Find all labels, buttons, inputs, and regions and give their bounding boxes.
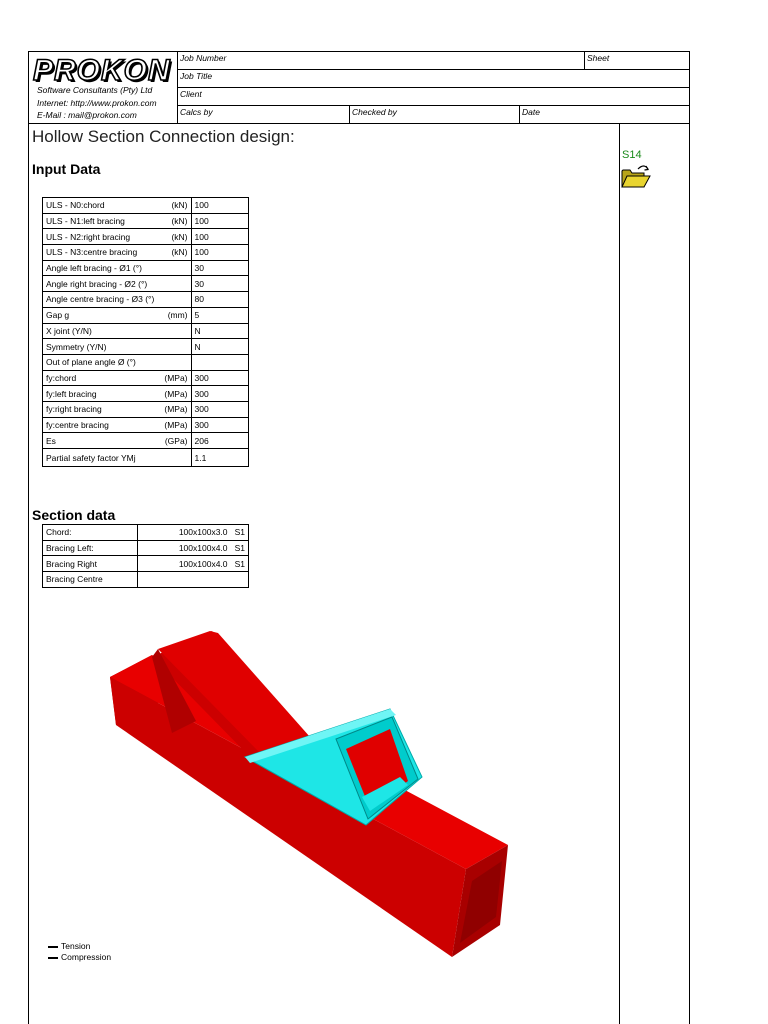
open-folder-icon[interactable] [620,163,652,189]
input-label: ULS - N1:left bracing [46,216,125,227]
client-label: Client [180,89,202,99]
checked-by-label: Checked by [352,107,397,117]
input-row [43,276,249,292]
job-title-label: Job Title [180,71,213,81]
input-unit: (kN) [171,216,188,227]
connection-3d-view [100,625,520,965]
input-label: Angle centre bracing - Ø3 (°) [46,294,155,305]
page-title: Hollow Section Connection design: [32,127,295,146]
input-row [43,292,249,308]
input-value[interactable]: N [191,339,248,355]
input-value[interactable]: 80 [191,292,248,308]
input-value[interactable]: 300 [191,370,248,386]
input-unit: (MPa) [164,388,188,399]
input-unit: (MPa) [164,404,188,415]
legend-tension [48,941,90,951]
prokon-logo: PROKON [33,54,171,87]
page-left-border [28,124,29,1024]
input-row [43,213,249,229]
section-value[interactable]: 100x100x4.0 S1 [137,540,248,556]
input-label: fy:chord [46,372,77,383]
job-number-label: Job Number [180,53,227,63]
logo-area [29,52,178,123]
input-label: Symmetry (Y/N) [46,341,107,352]
input-row [43,307,249,323]
input-value[interactable]: 30 [191,276,248,292]
input-data-heading: Input Data [32,161,101,177]
company-name: Software Consultants (Pty) Ltd [37,85,153,95]
section-data-heading: Section data [32,507,116,523]
section-row [43,556,249,572]
legend-compression [48,952,111,962]
section-row [43,525,249,541]
input-row [43,323,249,339]
input-row [43,339,249,355]
input-value[interactable]: 300 [191,401,248,417]
section-data-table [42,524,249,588]
company-internet: Internet: http://www.prokon.com [37,98,157,108]
input-value[interactable] [191,354,248,370]
input-label: Gap g [46,310,70,321]
input-value[interactable]: 300 [191,417,248,433]
input-label: Out of plane angle Ø (°) [46,357,136,368]
margin-divider [619,124,620,1024]
input-unit: (MPa) [164,419,188,430]
section-label: Chord: [43,525,138,541]
input-label: Angle right bracing - Ø2 (°) [46,278,148,289]
date-label: Date [522,107,540,117]
input-label: X joint (Y/N) [46,325,92,336]
input-row [43,260,249,276]
input-value[interactable]: 100 [191,198,248,214]
input-label: Partial safety factor YMj [46,452,136,463]
section-label: Bracing Right [43,556,138,572]
input-label: fy:centre bracing [46,419,109,430]
input-unit: (mm) [167,310,188,321]
input-unit: (kN) [171,231,188,242]
input-value[interactable]: 5 [191,307,248,323]
input-unit: (kN) [171,247,188,258]
input-label: Es [46,435,56,446]
s14-tag: S14 [622,149,642,161]
input-row [43,370,249,386]
input-value[interactable]: 300 [191,386,248,402]
input-value[interactable]: N [191,323,248,339]
legend-compression-label: Compression [61,952,112,962]
calcs-by-label: Calcs by [180,107,213,117]
input-label: Angle left bracing - Ø1 (°) [46,263,142,274]
input-value[interactable]: 1.1 [191,449,248,467]
section-label: Bracing Centre [43,572,138,588]
input-unit: (MPa) [164,372,188,383]
legend-tension-label: Tension [61,941,91,951]
input-unit: (kN) [171,200,188,211]
input-row [43,354,249,370]
section-value[interactable]: 100x100x4.0 S1 [137,556,248,572]
input-row [43,245,249,261]
input-value[interactable]: 100 [191,213,248,229]
input-row [43,229,249,245]
input-value[interactable]: 30 [191,260,248,276]
input-row [43,449,249,467]
input-label: fy:right bracing [46,404,102,415]
section-row [43,540,249,556]
section-value[interactable]: 100x100x3.0 S1 [137,525,248,541]
input-label: ULS - N2:right bracing [46,231,131,242]
input-row [43,198,249,214]
section-label: Bracing Left: [43,540,138,556]
input-row [43,417,249,433]
input-unit: (GPa) [164,435,188,446]
sheet-label: Sheet [587,53,610,63]
input-label: ULS - N0:chord [46,200,105,211]
section-value[interactable] [137,572,248,588]
input-value[interactable]: 100 [191,229,248,245]
company-email: E-Mail : mail@prokon.com [37,110,137,120]
input-value[interactable]: 100 [191,245,248,261]
page-right-border [689,124,690,1024]
input-label: fy:left bracing [46,388,97,399]
input-value[interactable]: 206 [191,433,248,449]
input-row [43,401,249,417]
input-row [43,433,249,449]
input-row [43,386,249,402]
input-data-table [42,197,249,467]
input-label: ULS - N3:centre bracing [46,247,138,258]
section-row [43,572,249,588]
header-block [28,51,690,124]
